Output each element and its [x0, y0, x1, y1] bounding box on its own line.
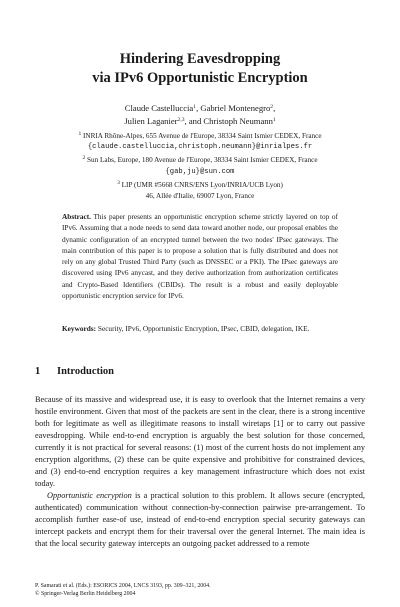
paragraph-1: Because of its massive and widespread use, it is easy to overlook that the Internet remains a very hostile environment. Given that most of the packets are sent in the clear, there is a strong incentive both for legitimate as well as illegitimate reasons to install wiretaps [1] or to carry out passive eavesdropping. While end-to-end encryption is arguably the best solution for those concerned, currently it is not practical for several reasons: (1) most of the current hosts do not implement any encryption algorithms, (2) these can be quite expensive and prohibitive for constrained devices, and (3) end-to-end encryption requires a key management infrastructure which does not exist today.	[35, 395, 365, 488]
author-name: Claude Castelluccia	[124, 103, 194, 113]
author-affiliation-marker: 2	[270, 104, 274, 110]
section-number: 1	[35, 366, 41, 377]
affiliation-marker: 2	[82, 155, 86, 162]
affiliation-2	[0, 153, 400, 166]
author-affiliation-marker: 1	[272, 117, 276, 123]
paper-title	[0, 50, 400, 88]
copyright-footer	[35, 582, 211, 598]
paragraph-2	[35, 490, 365, 550]
abstract	[62, 211, 338, 301]
author-list	[0, 101, 400, 127]
title-line-1: Hindering Eavesdropping	[119, 51, 281, 67]
affiliation-1-email: {claude.castelluccia,christoph.neumann}@inrialpes.fr	[87, 143, 313, 152]
emphasis-term: Opportunistic encryption	[47, 491, 132, 500]
author-name: , Gabriel Montenegro	[196, 103, 271, 113]
affiliation-marker: 1	[78, 131, 82, 137]
affiliation-address: LIP (UMR #5668 CNRS/ENS Lyon/INRIA/UCB Lyon)	[121, 180, 283, 189]
authors-line-1	[0, 101, 400, 114]
keywords-text: Security, IPv6, Opportunistic Encryption, IPsec, CBID, delegation, IKE.	[97, 324, 310, 333]
author-affiliation-marker: 1	[193, 104, 197, 110]
body-text	[35, 394, 365, 550]
author-name: , and Christoph Neumann	[184, 116, 273, 126]
keywords-label: Keywords:	[62, 324, 97, 333]
affiliation-2-email: {gab,ju}@sun.com	[165, 167, 235, 176]
author-name: Julien Laganier	[124, 116, 178, 126]
affiliation-address: Sun Labs, Europe, 180 Avenue de l'Europe, 38334 Saint Ismier CEDEX, France	[87, 156, 318, 165]
section-title: Introduction	[57, 366, 114, 377]
copyright-line: © Springer-Verlag Berlin Heidelberg 2004	[35, 591, 136, 597]
affiliation-3	[0, 178, 400, 191]
title-line-2: via IPv6 Opportunistic Encryption	[92, 70, 308, 86]
affiliations	[0, 129, 400, 202]
paragraph-2-text: is a practical solution to this problem. It allows secure (encrypted, authenticated) communication without connection-by-connection pairwise pre-arrangement. To accomplish further ease-of use, instead of end-to-end encryption special security gateways can intercept packets and encrypt them for their traversal over the general Internet. The main idea is that the local security gateway intercepts an outgoing packet addressed to a remote	[35, 491, 365, 548]
affiliation-3-address: 46, Allée d'Italie, 69007 Lyon, France	[145, 192, 255, 201]
affiliation-marker: 3	[117, 179, 120, 186]
author-affiliation-marker: 2,3	[177, 117, 185, 123]
abstract-label: Abstract.	[62, 212, 91, 221]
authors-line-2	[0, 114, 400, 127]
abstract-text: This paper presents an opportunistic encryption scheme strictly layered on top of IPv6. Assuming that a node needs to send data toward another node, our proposal enables the dynamic configuration of an encrypted tunnel between the two nodes' IPsec gateways. The main contribution of this paper is to propose a solution that is fully distributed and does not rely on any global Trusted Third Party (such as DNSSEC or a PKI). The IPsec gateways are discovered using IPv6 anycast, and they derive authorization from authorization certificates and Crypto-Based Identifiers (CBIDs). The result is a robust and easily deployable opportunistic encryption service for IPv6.	[62, 212, 338, 301]
author-separator: ,	[273, 103, 276, 113]
affiliation-1	[0, 129, 400, 142]
citation-line: P. Samarati et al. (Eds.): ESORICS 2004, LNCS 3193, pp. 309–321, 2004.	[35, 583, 211, 589]
affiliation-address: INRIA Rhône-Alpes, 655 Avenue de l'Europe, 38334 Saint Ismier CEDEX, France	[83, 132, 322, 140]
section-heading	[35, 366, 114, 377]
keywords	[62, 323, 338, 334]
